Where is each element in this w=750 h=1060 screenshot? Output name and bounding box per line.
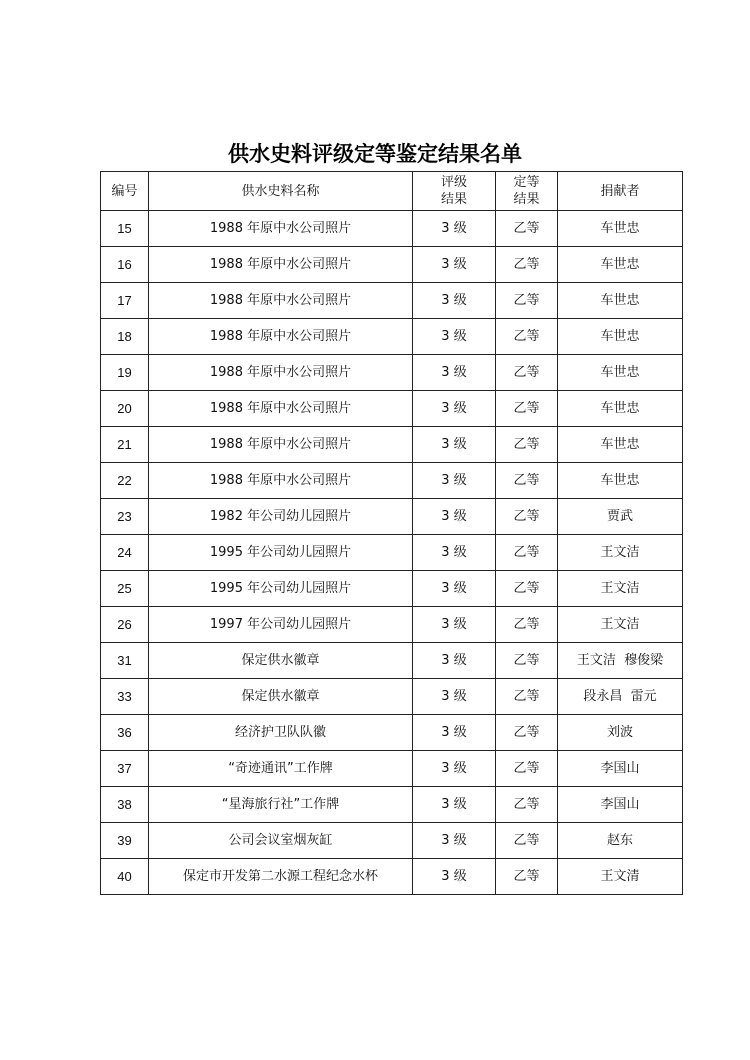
cell-donor: 贾武 — [558, 499, 683, 535]
cell-grade: 3 级 — [413, 643, 496, 679]
cell-grade: 3 级 — [413, 211, 496, 247]
cell-num: 20 — [101, 391, 149, 427]
cell-donor: 李国山 — [558, 751, 683, 787]
table-row — [101, 787, 683, 823]
cell-grade: 3 级 — [413, 787, 496, 823]
cell-grade: 3 级 — [413, 679, 496, 715]
cell-num: 25 — [101, 571, 149, 607]
cell-num: 16 — [101, 247, 149, 283]
header-level — [496, 172, 558, 211]
results-table — [100, 171, 683, 895]
cell-num: 15 — [101, 211, 149, 247]
table-row — [101, 391, 683, 427]
table-row — [101, 463, 683, 499]
cell-grade: 3 级 — [413, 499, 496, 535]
table-row — [101, 859, 683, 895]
table-row — [101, 823, 683, 859]
cell-level: 乙等 — [496, 391, 558, 427]
cell-name: 公司会议室烟灰缸 — [149, 823, 413, 859]
table-body — [101, 211, 683, 895]
cell-name: 1988 年原中水公司照片 — [149, 247, 413, 283]
cell-level: 乙等 — [496, 715, 558, 751]
table-row — [101, 211, 683, 247]
cell-name: 保定供水徽章 — [149, 643, 413, 679]
cell-num: 19 — [101, 355, 149, 391]
cell-donor: 王文洁 穆俊梁 — [558, 643, 683, 679]
cell-name: 经济护卫队队徽 — [149, 715, 413, 751]
cell-donor: 李国山 — [558, 787, 683, 823]
cell-donor: 王文洁 — [558, 607, 683, 643]
cell-name: 1995 年公司幼儿园照片 — [149, 571, 413, 607]
cell-donor: 车世忠 — [558, 463, 683, 499]
cell-level: 乙等 — [496, 355, 558, 391]
cell-name: 1988 年原中水公司照片 — [149, 391, 413, 427]
cell-name: 1988 年原中水公司照片 — [149, 211, 413, 247]
cell-level: 乙等 — [496, 787, 558, 823]
cell-donor: 王文洁 — [558, 535, 683, 571]
cell-num: 33 — [101, 679, 149, 715]
cell-name: 保定供水徽章 — [149, 679, 413, 715]
cell-level: 乙等 — [496, 751, 558, 787]
cell-num: 36 — [101, 715, 149, 751]
cell-grade: 3 级 — [413, 319, 496, 355]
cell-donor: 车世忠 — [558, 211, 683, 247]
cell-grade: 3 级 — [413, 571, 496, 607]
table-row — [101, 427, 683, 463]
cell-donor: 车世忠 — [558, 391, 683, 427]
cell-grade: 3 级 — [413, 247, 496, 283]
cell-num: 23 — [101, 499, 149, 535]
table-row — [101, 751, 683, 787]
table-row — [101, 355, 683, 391]
cell-donor: 段永昌 雷元 — [558, 679, 683, 715]
cell-num: 37 — [101, 751, 149, 787]
cell-level: 乙等 — [496, 571, 558, 607]
cell-num: 38 — [101, 787, 149, 823]
page-title: 供水史料评级定等鉴定结果名单 — [228, 142, 522, 166]
cell-donor: 王文清 — [558, 859, 683, 895]
cell-num: 39 — [101, 823, 149, 859]
cell-num: 26 — [101, 607, 149, 643]
cell-level: 乙等 — [496, 463, 558, 499]
cell-grade: 3 级 — [413, 427, 496, 463]
cell-level: 乙等 — [496, 283, 558, 319]
header-grade-text: 评级 结果 — [440, 175, 467, 207]
cell-name: 1988 年原中水公司照片 — [149, 463, 413, 499]
table-row — [101, 643, 683, 679]
cell-grade: 3 级 — [413, 751, 496, 787]
table-row — [101, 607, 683, 643]
cell-donor: 车世忠 — [558, 427, 683, 463]
cell-grade: 3 级 — [413, 283, 496, 319]
header-name: 供水史料名称 — [149, 172, 413, 211]
cell-name: 1995 年公司幼儿园照片 — [149, 535, 413, 571]
cell-grade: 3 级 — [413, 823, 496, 859]
cell-name: “星海旅行社”工作牌 — [149, 787, 413, 823]
table-row — [101, 715, 683, 751]
cell-num: 21 — [101, 427, 149, 463]
cell-level: 乙等 — [496, 211, 558, 247]
cell-name: 1988 年原中水公司照片 — [149, 319, 413, 355]
cell-level: 乙等 — [496, 499, 558, 535]
table-row — [101, 571, 683, 607]
cell-grade: 3 级 — [413, 607, 496, 643]
cell-level: 乙等 — [496, 247, 558, 283]
cell-grade: 3 级 — [413, 715, 496, 751]
cell-name: 1988 年原中水公司照片 — [149, 427, 413, 463]
cell-grade: 3 级 — [413, 391, 496, 427]
table-row — [101, 679, 683, 715]
cell-num: 24 — [101, 535, 149, 571]
cell-level: 乙等 — [496, 643, 558, 679]
cell-level: 乙等 — [496, 679, 558, 715]
cell-num: 22 — [101, 463, 149, 499]
table-row — [101, 499, 683, 535]
cell-donor: 车世忠 — [558, 355, 683, 391]
cell-donor: 车世忠 — [558, 283, 683, 319]
header-level-text: 定等 结果 — [513, 175, 540, 207]
cell-level: 乙等 — [496, 607, 558, 643]
header-num: 编号 — [101, 172, 149, 211]
cell-donor: 赵东 — [558, 823, 683, 859]
cell-grade: 3 级 — [413, 355, 496, 391]
cell-name: 1997 年公司幼儿园照片 — [149, 607, 413, 643]
cell-num: 18 — [101, 319, 149, 355]
table-row — [101, 535, 683, 571]
cell-num: 17 — [101, 283, 149, 319]
cell-donor: 王文洁 — [558, 571, 683, 607]
cell-num: 31 — [101, 643, 149, 679]
table-row — [101, 247, 683, 283]
cell-name: 1988 年原中水公司照片 — [149, 283, 413, 319]
cell-donor: 车世忠 — [558, 319, 683, 355]
table-header-row — [101, 172, 683, 211]
cell-grade: 3 级 — [413, 463, 496, 499]
header-grade — [413, 172, 496, 211]
cell-name: 1988 年原中水公司照片 — [149, 355, 413, 391]
cell-num: 40 — [101, 859, 149, 895]
cell-grade: 3 级 — [413, 535, 496, 571]
cell-name: 1982 年公司幼儿园照片 — [149, 499, 413, 535]
cell-level: 乙等 — [496, 823, 558, 859]
cell-level: 乙等 — [496, 427, 558, 463]
cell-grade: 3 级 — [413, 859, 496, 895]
cell-donor: 刘波 — [558, 715, 683, 751]
cell-level: 乙等 — [496, 319, 558, 355]
cell-level: 乙等 — [496, 859, 558, 895]
cell-donor: 车世忠 — [558, 247, 683, 283]
cell-name: 保定市开发第二水源工程纪念水杯 — [149, 859, 413, 895]
table-row — [101, 319, 683, 355]
cell-name: “奇迹通讯”工作牌 — [149, 751, 413, 787]
table-row — [101, 283, 683, 319]
header-donor: 捐献者 — [558, 172, 683, 211]
cell-level: 乙等 — [496, 535, 558, 571]
